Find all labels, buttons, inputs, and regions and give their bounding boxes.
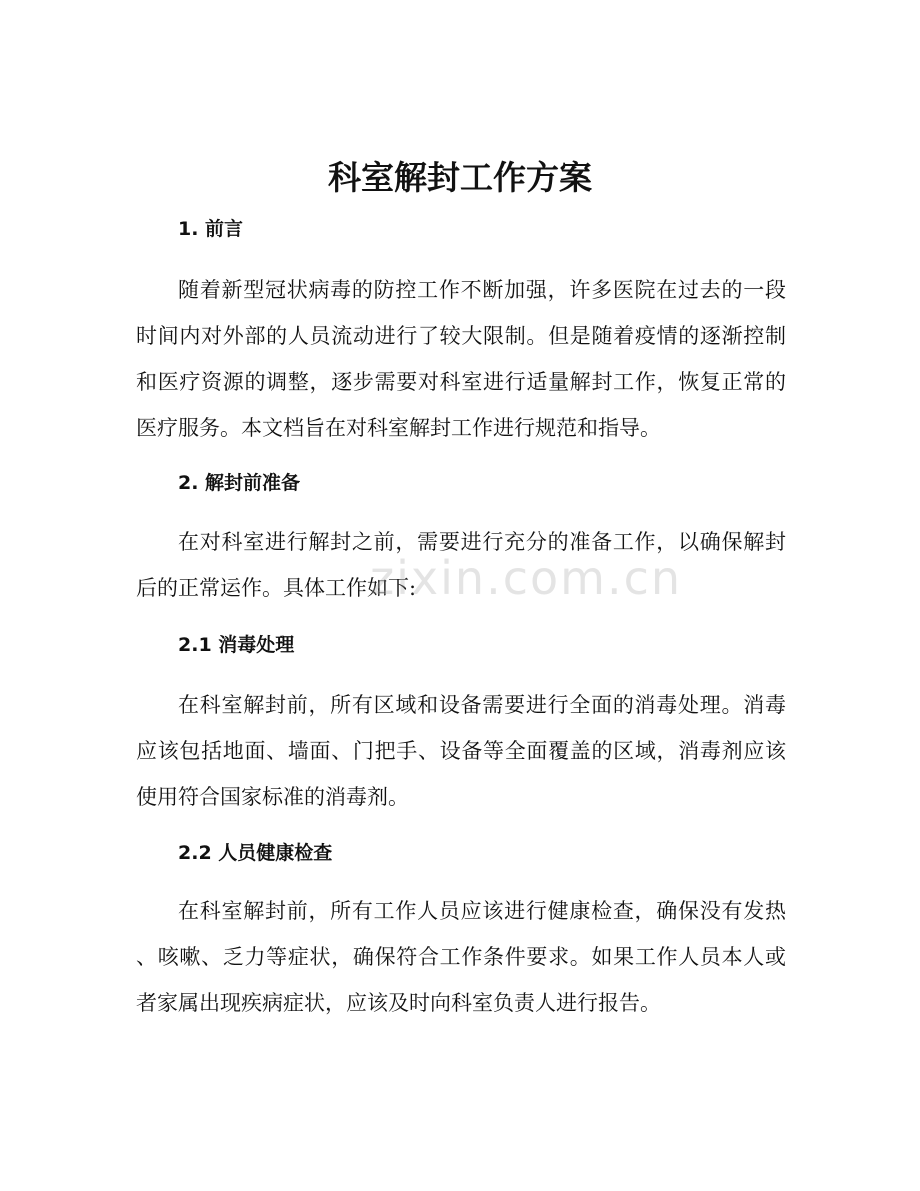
text-line: 时间内对外部的人员流动进行了较大限制。但是随着疫情的逐渐控制 bbox=[136, 324, 786, 348]
text-line: 在科室解封前，所有区域和设备需要进行全面的消毒处理。消毒 bbox=[178, 693, 786, 717]
text-line: 在对科室进行解封之前，需要进行充分的准备工作，以确保解封 bbox=[178, 530, 786, 554]
section-heading-preparation: 2. 解封前准备 bbox=[178, 472, 301, 494]
text-line: 者家属出现疾病症状，应该及时向科室负责人进行报告。 bbox=[136, 991, 661, 1015]
watermark: zixin.com.cn bbox=[370, 551, 683, 605]
text-line: 后的正常运作。具体工作如下: bbox=[136, 576, 417, 600]
paragraph-preparation bbox=[136, 519, 786, 611]
section-heading-health-check: 2.2 人员健康检查 bbox=[178, 842, 333, 864]
text-line: 使用符合国家标准的消毒剂。 bbox=[136, 785, 409, 809]
text-line: 和医疗资源的调整，逐步需要对科室进行适量解封工作，恢复正常的 bbox=[136, 370, 786, 394]
text-line: 应该包括地面、墙面、门把手、设备等全面覆盖的区域，消毒剂应该 bbox=[136, 739, 786, 763]
text-line: 医疗服务。本文档旨在对科室解封工作进行规范和指导。 bbox=[136, 416, 661, 440]
text-line: 、咳嗽、乏力等症状，确保符合工作条件要求。如果工作人员本人或 bbox=[136, 945, 786, 969]
section-heading-disinfection: 2.1 消毒处理 bbox=[178, 634, 295, 656]
paragraph-disinfection bbox=[136, 682, 786, 820]
text-line: 随着新型冠状病毒的防控工作不断加强，许多医院在过去的一段 bbox=[178, 278, 786, 302]
section-heading-preface: 1. 前言 bbox=[178, 218, 244, 240]
text-line: 在科室解封前，所有工作人员应该进行健康检查，确保没有发热 bbox=[178, 899, 786, 923]
page-title: 科室解封工作方案 bbox=[328, 158, 592, 197]
paragraph-health-check bbox=[136, 888, 786, 1026]
paragraph-preface bbox=[136, 267, 786, 451]
